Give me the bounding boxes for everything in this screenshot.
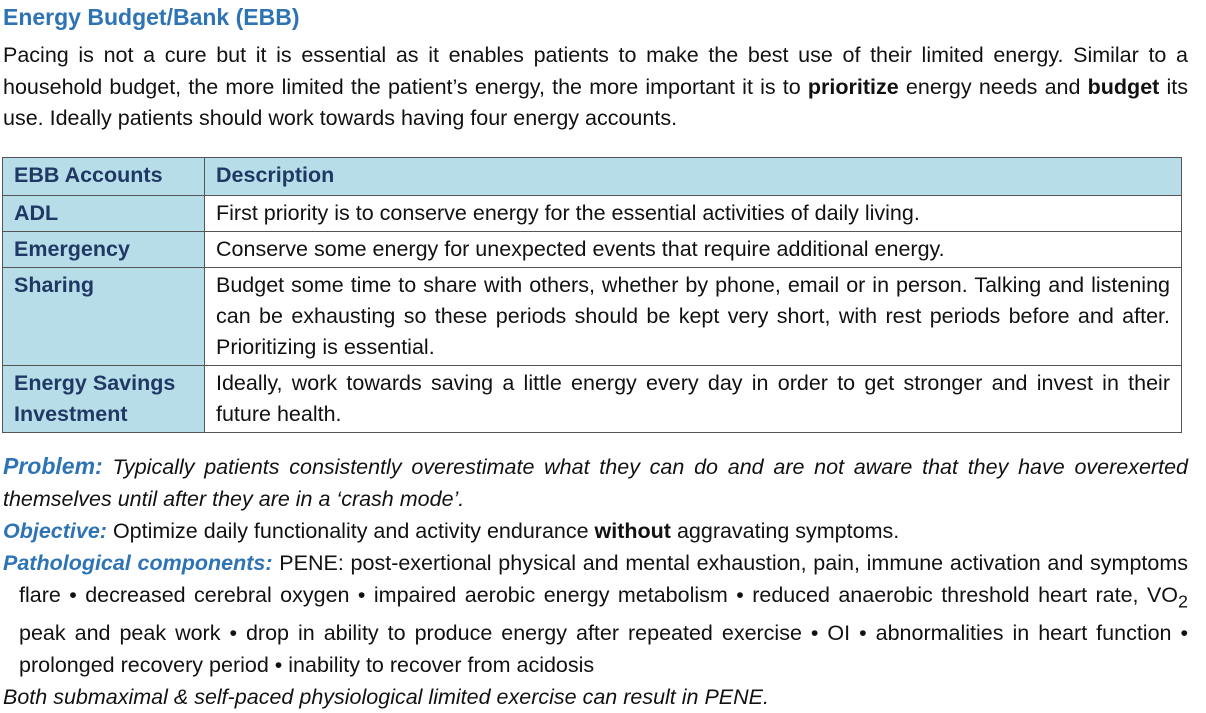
description-cell: Ideally, work towards saving a little energy every day in order to get stronger and invest in their future health. <box>205 366 1182 433</box>
pathological-paragraph <box>3 547 1188 681</box>
objective-paragraph <box>3 515 1188 547</box>
vo2-subscript: 2 <box>1178 591 1188 612</box>
pathological-label: Pathological components: <box>3 551 273 575</box>
pathological-text-1: PENE: post-exertional physical and mental exhaustion, pain, immune activation and symptoms flare • decreased cerebral oxygen • impaired aerobic energy metabolism • reduced anaerobic threshold heart rate, VO <box>19 551 1188 607</box>
closing-sentence: Both submaximal & self-paced physiological limited exercise can result in PENE. <box>3 685 769 710</box>
pathological-text-2: peak and peak work • drop in ability to produce energy after repeated exercise • OI • abnormalities in heart function • prolonged recovery period • inability to recover from acidosis <box>19 621 1188 678</box>
table-row <box>3 196 1182 232</box>
account-cell: Sharing <box>3 268 205 366</box>
intro-text-1: Pacing is not a cure but it is essential as it enables patients to make the best use of their limited energy. Similar to a household budget, the more limited the patient’s energy, the more important it is to <box>3 43 1188 99</box>
account-cell: ADL <box>3 196 205 232</box>
intro-text-2: energy needs and <box>898 74 1088 99</box>
table-row <box>3 268 1182 366</box>
intro-text-3: its use. Ideally patients should work towards having four energy accounts. <box>3 74 1188 130</box>
table-row <box>3 232 1182 268</box>
table-header-row <box>3 158 1182 196</box>
problem-label: Problem: <box>3 453 103 479</box>
intro-bold-prioritize: prioritize <box>807 74 899 99</box>
account-cell: Energy Savings Investment <box>3 366 205 433</box>
description-cell: Budget some time to share with others, whether by phone, email or in person. Talking and listening can be exhausting so these periods should be kept very short, with rest periods before and after. Prioritizing is essential. <box>205 268 1182 366</box>
notes-block <box>3 450 1188 713</box>
description-cell: First priority is to conserve energy for the essential activities of daily living. <box>205 196 1182 232</box>
section-heading: Energy Budget/Bank (EBB) <box>3 4 300 30</box>
table-row <box>3 366 1182 433</box>
intro-paragraph <box>3 40 1188 135</box>
objective-text-1: Optimize daily functionality and activity endurance <box>112 519 595 543</box>
description-cell: Conserve some energy for unexpected events that require additional energy. <box>205 232 1182 268</box>
intro-bold-budget: budget <box>1087 74 1160 99</box>
account-cell: Emergency <box>3 232 205 268</box>
header-ebb-accounts: EBB Accounts <box>3 158 205 196</box>
header-description: Description <box>205 158 1182 196</box>
problem-text: Typically patients consistently overestimate what they can do and are not aware that they have overexerted themselves until after they are in a ‘crash mode’. <box>3 455 1188 511</box>
ebb-accounts-table <box>2 157 1182 433</box>
problem-paragraph <box>3 450 1188 515</box>
objective-bold-without: without <box>594 519 671 543</box>
objective-text-2: aggravating symptoms. <box>670 519 900 543</box>
objective-label: Objective: <box>3 519 107 543</box>
